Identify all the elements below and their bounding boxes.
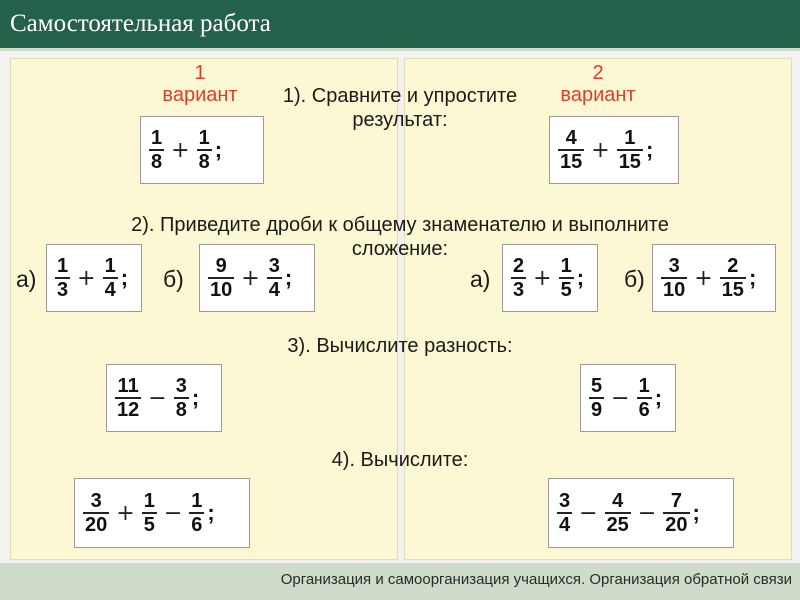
- fraction: [189, 490, 204, 536]
- v1-task2a-expression: [46, 244, 142, 312]
- numerator: 3: [90, 490, 102, 512]
- fraction: [197, 127, 212, 173]
- denominator: 20: [85, 514, 108, 536]
- task-3-text: 3). Вычислите разность:: [287, 335, 513, 357]
- semicolon: ;: [284, 265, 293, 290]
- numerator: 4: [565, 127, 577, 149]
- fraction: [142, 490, 157, 536]
- numerator: 9: [215, 255, 227, 277]
- denominator: 6: [191, 514, 203, 536]
- task-2-line-2: сложение:: [351, 238, 449, 260]
- denominator: 20: [665, 514, 688, 536]
- numerator: 1: [57, 255, 69, 277]
- v2-task2a-expression: [502, 244, 598, 312]
- numerator: 1: [191, 490, 203, 512]
- fraction: [511, 255, 526, 301]
- denominator: 8: [151, 151, 163, 173]
- v1-task2b-expression: [199, 244, 315, 312]
- numerator: 4: [612, 490, 624, 512]
- fraction: [559, 255, 574, 301]
- task-4-text: 4). Вычислите:: [331, 449, 469, 471]
- v2-task2-label-b: б): [624, 266, 645, 292]
- denominator: 25: [606, 514, 629, 536]
- fraction: [55, 255, 70, 301]
- operator: +: [171, 137, 190, 163]
- denominator: 15: [618, 151, 641, 173]
- numerator: 2: [513, 255, 525, 277]
- semicolon: ;: [654, 385, 663, 410]
- numerator: 1: [104, 255, 116, 277]
- v2-task2-label-a: а): [470, 266, 491, 292]
- numerator: 3: [268, 255, 280, 277]
- fraction: [663, 490, 689, 536]
- v1-task1-expression: [140, 116, 264, 184]
- variant-2-number: 2: [592, 62, 604, 84]
- numerator: 2: [727, 255, 739, 277]
- fraction: [605, 490, 631, 536]
- semicolon: ;: [748, 265, 757, 290]
- denominator: 15: [721, 279, 744, 301]
- numerator: 7: [670, 490, 682, 512]
- numerator: 1: [560, 255, 572, 277]
- task-1-line-2: результат:: [352, 109, 448, 131]
- operator: −: [163, 500, 183, 526]
- denominator: 4: [104, 279, 116, 301]
- operator: −: [579, 500, 598, 526]
- denominator: 8: [198, 151, 210, 173]
- task-1-line-1: 1). Сравните и упростите: [282, 85, 518, 107]
- numerator: 5: [591, 375, 603, 397]
- v2-task2b-expression: [652, 244, 776, 312]
- denominator: 4: [559, 514, 571, 536]
- denominator: 12: [117, 399, 140, 421]
- denominator: 6: [638, 399, 650, 421]
- numerator: 1: [638, 375, 650, 397]
- fraction: [637, 375, 652, 421]
- semicolon: ;: [214, 137, 223, 162]
- denominator: 15: [560, 151, 583, 173]
- fraction: [557, 490, 572, 536]
- semicolon: ;: [191, 385, 200, 410]
- operator: −: [611, 385, 630, 411]
- v1-task3-expression: [106, 364, 222, 432]
- slide-footer: [0, 563, 800, 600]
- denominator: 5: [560, 279, 572, 301]
- v2-task4-expression: [548, 478, 734, 548]
- numerator: 1: [151, 127, 163, 149]
- numerator: 3: [668, 255, 680, 277]
- numerator: 3: [559, 490, 571, 512]
- variant-2-word: вариант: [560, 84, 636, 106]
- slide-header: [0, 0, 800, 51]
- fraction: [589, 375, 604, 421]
- denominator: 4: [268, 279, 280, 301]
- semicolon: ;: [207, 500, 215, 525]
- denominator: 5: [143, 514, 155, 536]
- fraction: [558, 127, 584, 173]
- v2-task3-expression: [580, 364, 676, 432]
- operator: +: [591, 137, 610, 163]
- fraction: [103, 255, 118, 301]
- operator: −: [637, 500, 657, 526]
- numerator: 3: [175, 375, 187, 397]
- variant-1-number: 1: [194, 62, 206, 84]
- numerator: 1: [143, 490, 155, 512]
- denominator: 3: [513, 279, 525, 301]
- fraction: [208, 255, 234, 301]
- task-1-text: [230, 84, 570, 132]
- fraction: [174, 375, 189, 421]
- fraction: [661, 255, 687, 301]
- v2-task1-expression: [549, 116, 679, 184]
- fraction: [149, 127, 164, 173]
- operator: +: [241, 265, 260, 291]
- semicolon: ;: [576, 265, 585, 290]
- operator: +: [533, 265, 552, 291]
- operator: +: [694, 265, 713, 291]
- fraction: [267, 255, 282, 301]
- fraction: [83, 490, 109, 536]
- numerator: 1: [624, 127, 636, 149]
- task-2-line-1: 2). Приведите дроби к общему знаменателю и выполните: [131, 214, 669, 236]
- semicolon: ;: [120, 265, 129, 290]
- semicolon: ;: [645, 137, 654, 162]
- denominator: 10: [210, 279, 233, 301]
- v1-task2-label-b: б): [163, 266, 184, 292]
- v1-task2-label-a: а): [16, 266, 37, 292]
- fraction: [720, 255, 746, 301]
- footer-text: Организация и самоорганизация учащихся. Организация обратной связи: [280, 571, 792, 588]
- operator: +: [77, 265, 96, 291]
- operator: +: [116, 500, 135, 526]
- variant-1-word: вариант: [162, 84, 238, 106]
- operator: −: [148, 385, 167, 411]
- fraction: [617, 127, 643, 173]
- fraction: [115, 375, 141, 421]
- denominator: 3: [57, 279, 69, 301]
- numerator: 11: [117, 375, 139, 397]
- denominator: 9: [591, 399, 603, 421]
- denominator: 8: [175, 399, 187, 421]
- v1-task4-expression: [74, 478, 250, 548]
- numerator: 1: [198, 127, 210, 149]
- slide-title: Самостоятельная работа: [10, 10, 271, 37]
- semicolon: ;: [692, 500, 700, 525]
- denominator: 10: [663, 279, 686, 301]
